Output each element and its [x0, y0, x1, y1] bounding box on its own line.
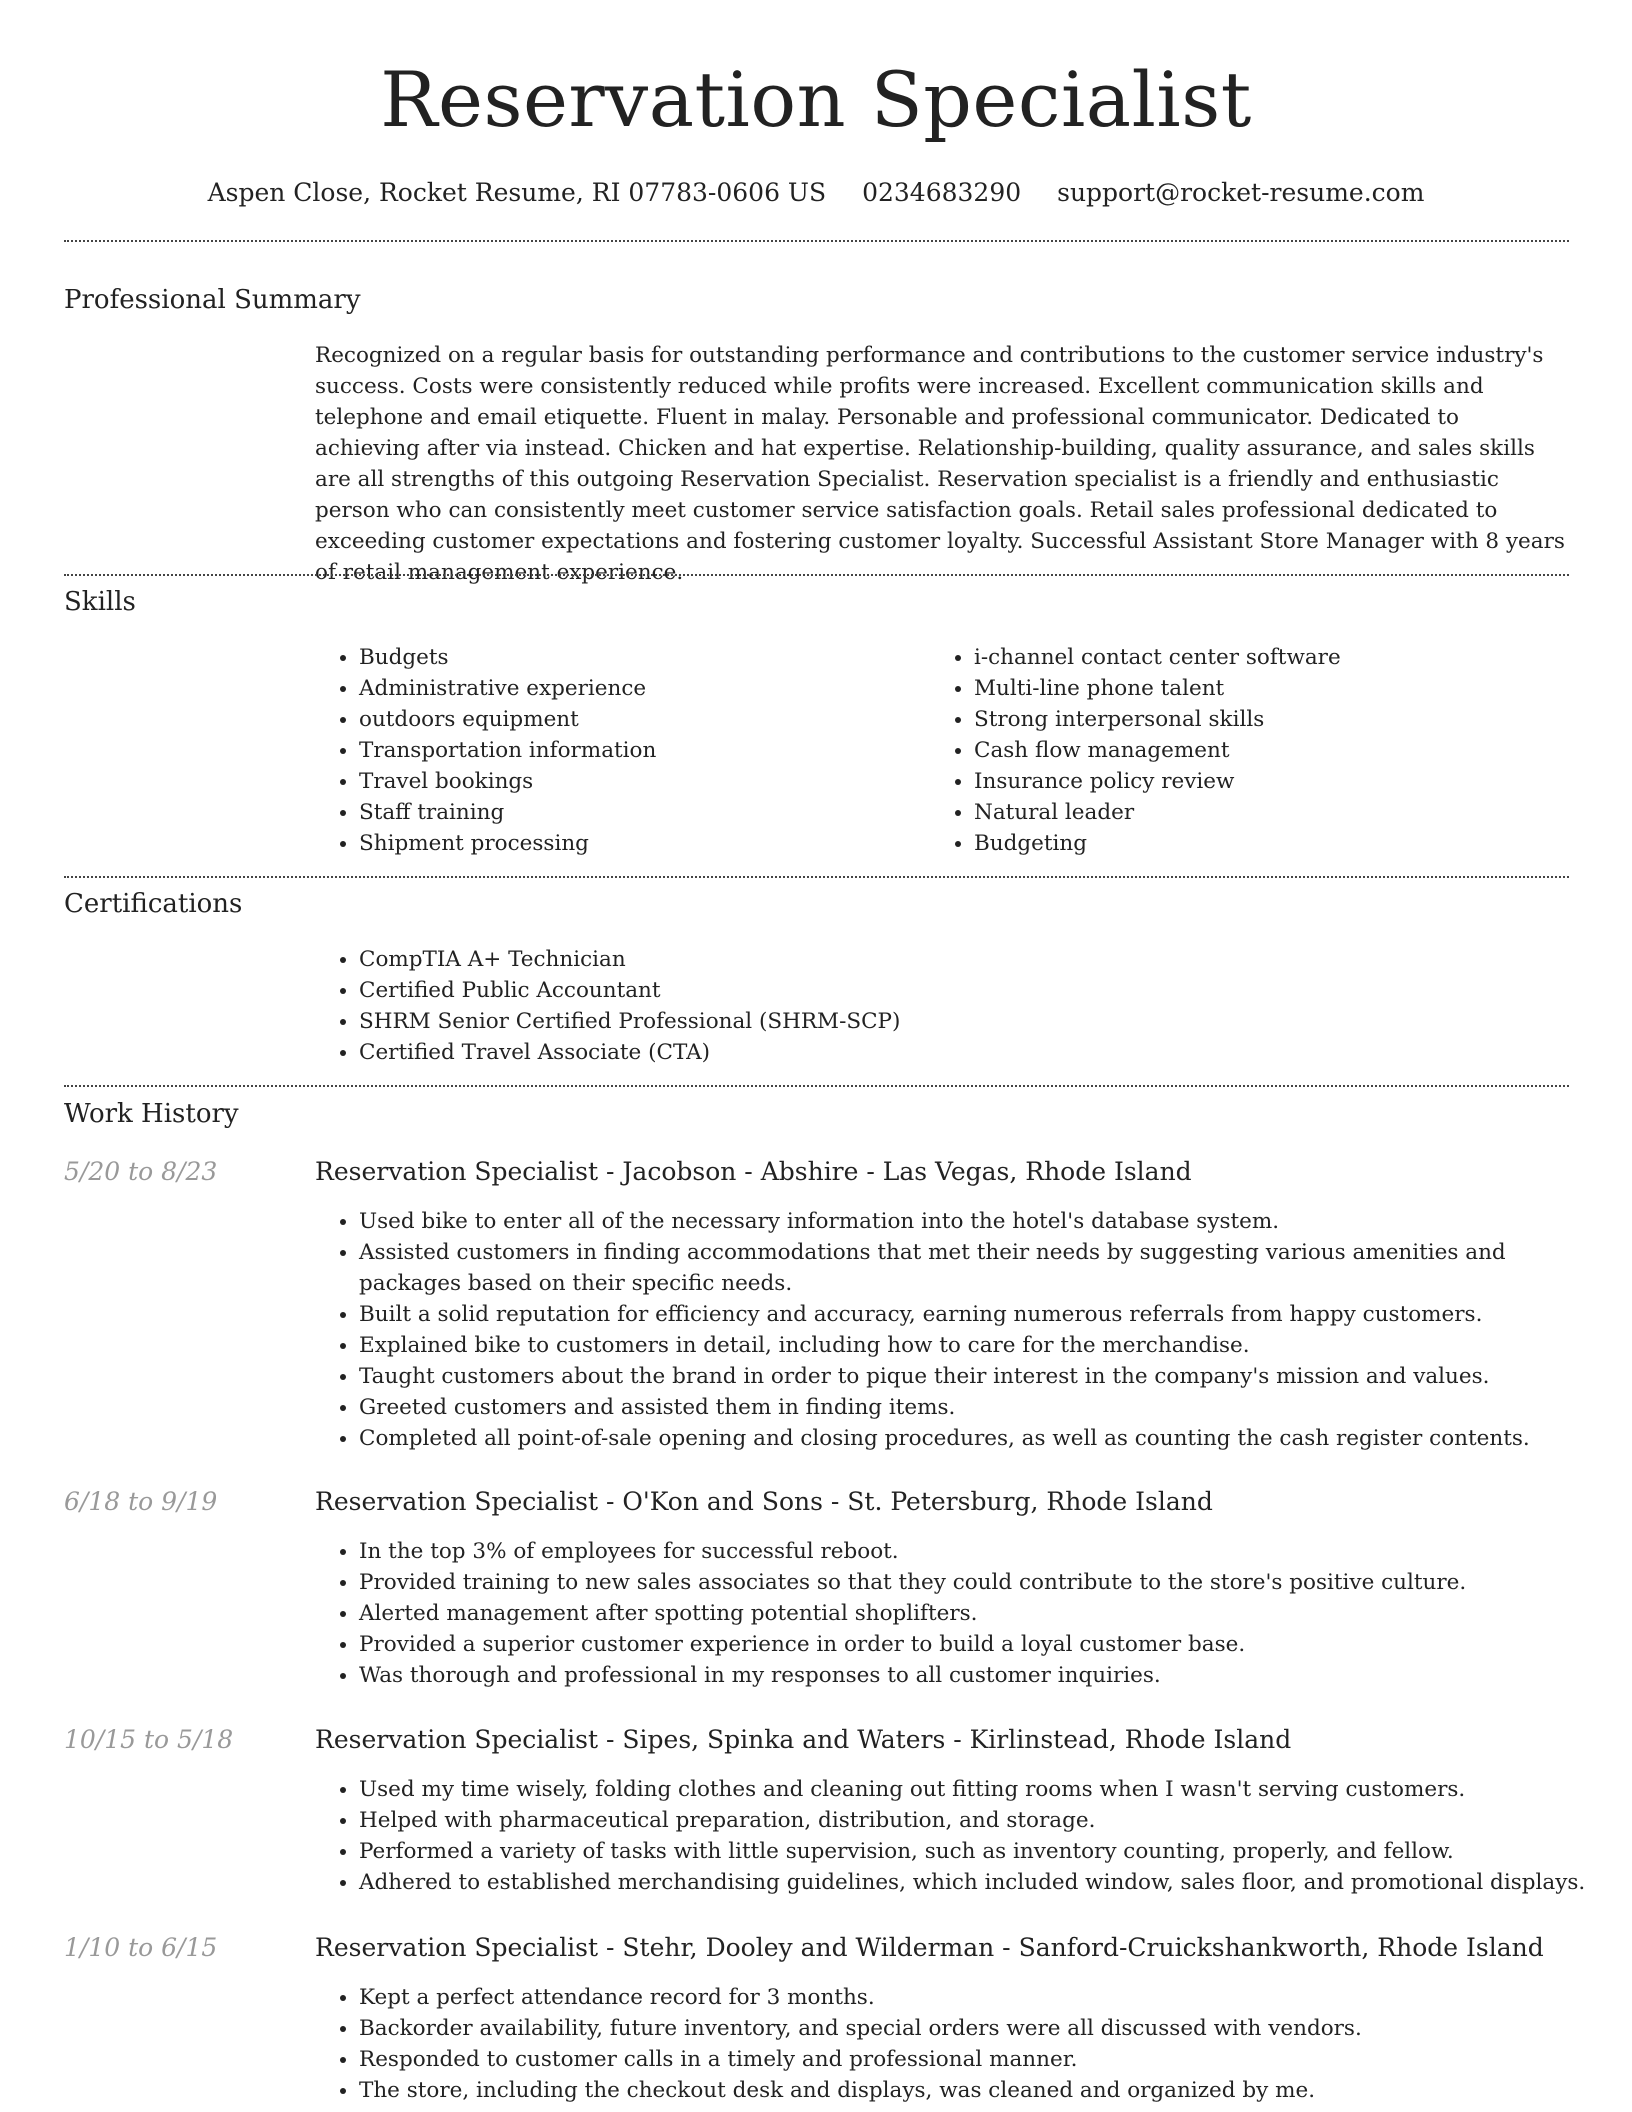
- skill-item: • Transportation information: [359, 735, 919, 766]
- divider: [64, 240, 1569, 242]
- skill-item: • Staff training: [359, 797, 919, 828]
- job-bullet: • Provided training to new sales associates so that they could contribute to the store's positive culture.: [359, 1567, 1609, 1598]
- summary-text: Recognized on a regular basis for outstanding performance and contributions to the customer service industry's success. Costs were consistently reduced while profits were increased. Excellent communication skills and telephone and email etiquette. Fluent in malay. Personable and professional communicator. Dedicated to achieving after via instead. Chicken and hat expertise. Relationship-building, quality assurance, and sales skills are all strengths of this outgoing Reservation Specialist. Reservation specialist is a friendly and enthusiastic person who can consistently meet customer service satisfaction goals. Retail sales professional dedicated to exceeding customer expectations and fostering customer loyalty. Successful Assistant Store Manager with 8 years of retail management experience.: [315, 343, 1565, 585]
- job-bullet: • Responded to customer calls in a timely and professional manner.: [359, 2044, 1609, 2075]
- certification-item: • SHRM Senior Certified Professional (SHRM-SCP): [359, 1006, 1559, 1037]
- skill-item: • outdoors equipment: [359, 704, 919, 735]
- job-bullet: • Assisted customers in finding accommodations that met their needs by suggesting various amenities and packages based on their specific needs.: [359, 1237, 1609, 1299]
- job-bullet: • Greeted customers and assisted them in finding items.: [359, 1392, 1609, 1423]
- job-bullets: [315, 1536, 1609, 1691]
- skill-item: • Natural leader: [974, 797, 1594, 828]
- job-title: Reservation Specialist - Sipes, Spinka and Waters - Kirlinstead, Rhode Island: [315, 1725, 1292, 1754]
- skill-item: • Cash flow management: [974, 735, 1594, 766]
- job-bullet: • Built a solid reputation for efficiency and accuracy, earning numerous referrals from happy customers.: [359, 1299, 1609, 1330]
- job-bullet: • Adhered to established merchandising guidelines, which included window, sales floor, and promotional displays.: [359, 1867, 1609, 1898]
- job-bullets: [315, 1774, 1609, 1898]
- skill-item: • i-channel contact center software: [974, 642, 1594, 673]
- job-bullet: • Was thorough and professional in my responses to all customer inquiries.: [359, 1660, 1609, 1691]
- skill-item: • Insurance policy review: [974, 766, 1594, 797]
- job-title: Reservation Specialist - Jacobson - Abshire - Las Vegas, Rhode Island: [315, 1157, 1192, 1186]
- job-bullet: • The store, including the checkout desk and displays, was cleaned and organized by me.: [359, 2075, 1609, 2106]
- skill-item: • Administrative experience: [359, 673, 919, 704]
- contact-email: support@rocket-resume.com: [1057, 178, 1425, 207]
- job-bullets: [315, 1982, 1609, 2106]
- certification-item: • CompTIA A+ Technician: [359, 944, 1559, 975]
- section-title-summary: Professional Summary: [64, 285, 361, 315]
- divider: [64, 1085, 1569, 1087]
- divider: [64, 574, 1569, 576]
- skill-item: • Shipment processing: [359, 828, 919, 859]
- job-bullet: • Used bike to enter all of the necessary information into the hotel's database system.: [359, 1206, 1609, 1237]
- certification-item: • Certified Public Accountant: [359, 975, 1559, 1006]
- job-title: Reservation Specialist - Stehr, Dooley and Wilderman - Sanford-Cruickshankworth, Rhode Island: [315, 1933, 1544, 1962]
- divider: [64, 876, 1569, 878]
- section-title-skills: Skills: [64, 587, 136, 617]
- skill-item: • Budgets: [359, 642, 919, 673]
- certifications-list: [315, 944, 1559, 1068]
- job-date: 10/15 to 5/18: [64, 1725, 234, 1754]
- candidate-name: Reservation Specialist: [380, 55, 1252, 144]
- job-title: Reservation Specialist - O'Kon and Sons - St. Petersburg, Rhode Island: [315, 1487, 1213, 1516]
- job-bullet: • In the top 3% of employees for successful reboot.: [359, 1536, 1609, 1567]
- skills-list-left: [315, 642, 919, 859]
- certification-item: • Certified Travel Associate (CTA): [359, 1037, 1559, 1068]
- job-bullet: • Used my time wisely, folding clothes and cleaning out fitting rooms when I wasn't serving customers.: [359, 1774, 1609, 1805]
- job-bullet: • Kept a perfect attendance record for 3 months.: [359, 1982, 1609, 2013]
- skill-item: • Budgeting: [974, 828, 1594, 859]
- job-bullet: • Backorder availability, future inventory, and special orders were all discussed with vendors.: [359, 2013, 1609, 2044]
- job-bullet: • Performed a variety of tasks with little supervision, such as inventory counting, properly, and fellow.: [359, 1836, 1609, 1867]
- skill-item: • Multi-line phone talent: [974, 673, 1594, 704]
- job-bullet: • Completed all point-of-sale opening and closing procedures, as well as counting the cash register contents.: [359, 1423, 1609, 1454]
- job-bullet: • Explained bike to customers in detail, including how to care for the merchandise.: [359, 1330, 1609, 1361]
- skills-list-right: [930, 642, 1594, 859]
- job-date: 1/10 to 6/15: [64, 1933, 218, 1962]
- job-date: 6/18 to 9/19: [64, 1487, 218, 1516]
- job-bullet: • Taught customers about the brand in order to pique their interest in the company's mission and values.: [359, 1361, 1609, 1392]
- job-date: 5/20 to 8/23: [64, 1157, 218, 1186]
- skill-item: • Strong interpersonal skills: [974, 704, 1594, 735]
- contact-address: Aspen Close, Rocket Resume, RI 07783-0606 US: [207, 178, 827, 207]
- job-bullet: • Helped with pharmaceutical preparation, distribution, and storage.: [359, 1805, 1609, 1836]
- contact-line: [0, 176, 1632, 210]
- section-title-work-history: Work History: [64, 1099, 239, 1129]
- contact-phone: 0234683290: [862, 178, 1022, 207]
- job-bullet: • Alerted management after spotting potential shoplifters.: [359, 1598, 1609, 1629]
- job-bullets: [315, 1206, 1609, 1454]
- skill-item: • Travel bookings: [359, 766, 919, 797]
- section-title-certifications: Certifications: [64, 889, 243, 919]
- job-bullet: • Provided a superior customer experience in order to build a loyal customer base.: [359, 1629, 1609, 1660]
